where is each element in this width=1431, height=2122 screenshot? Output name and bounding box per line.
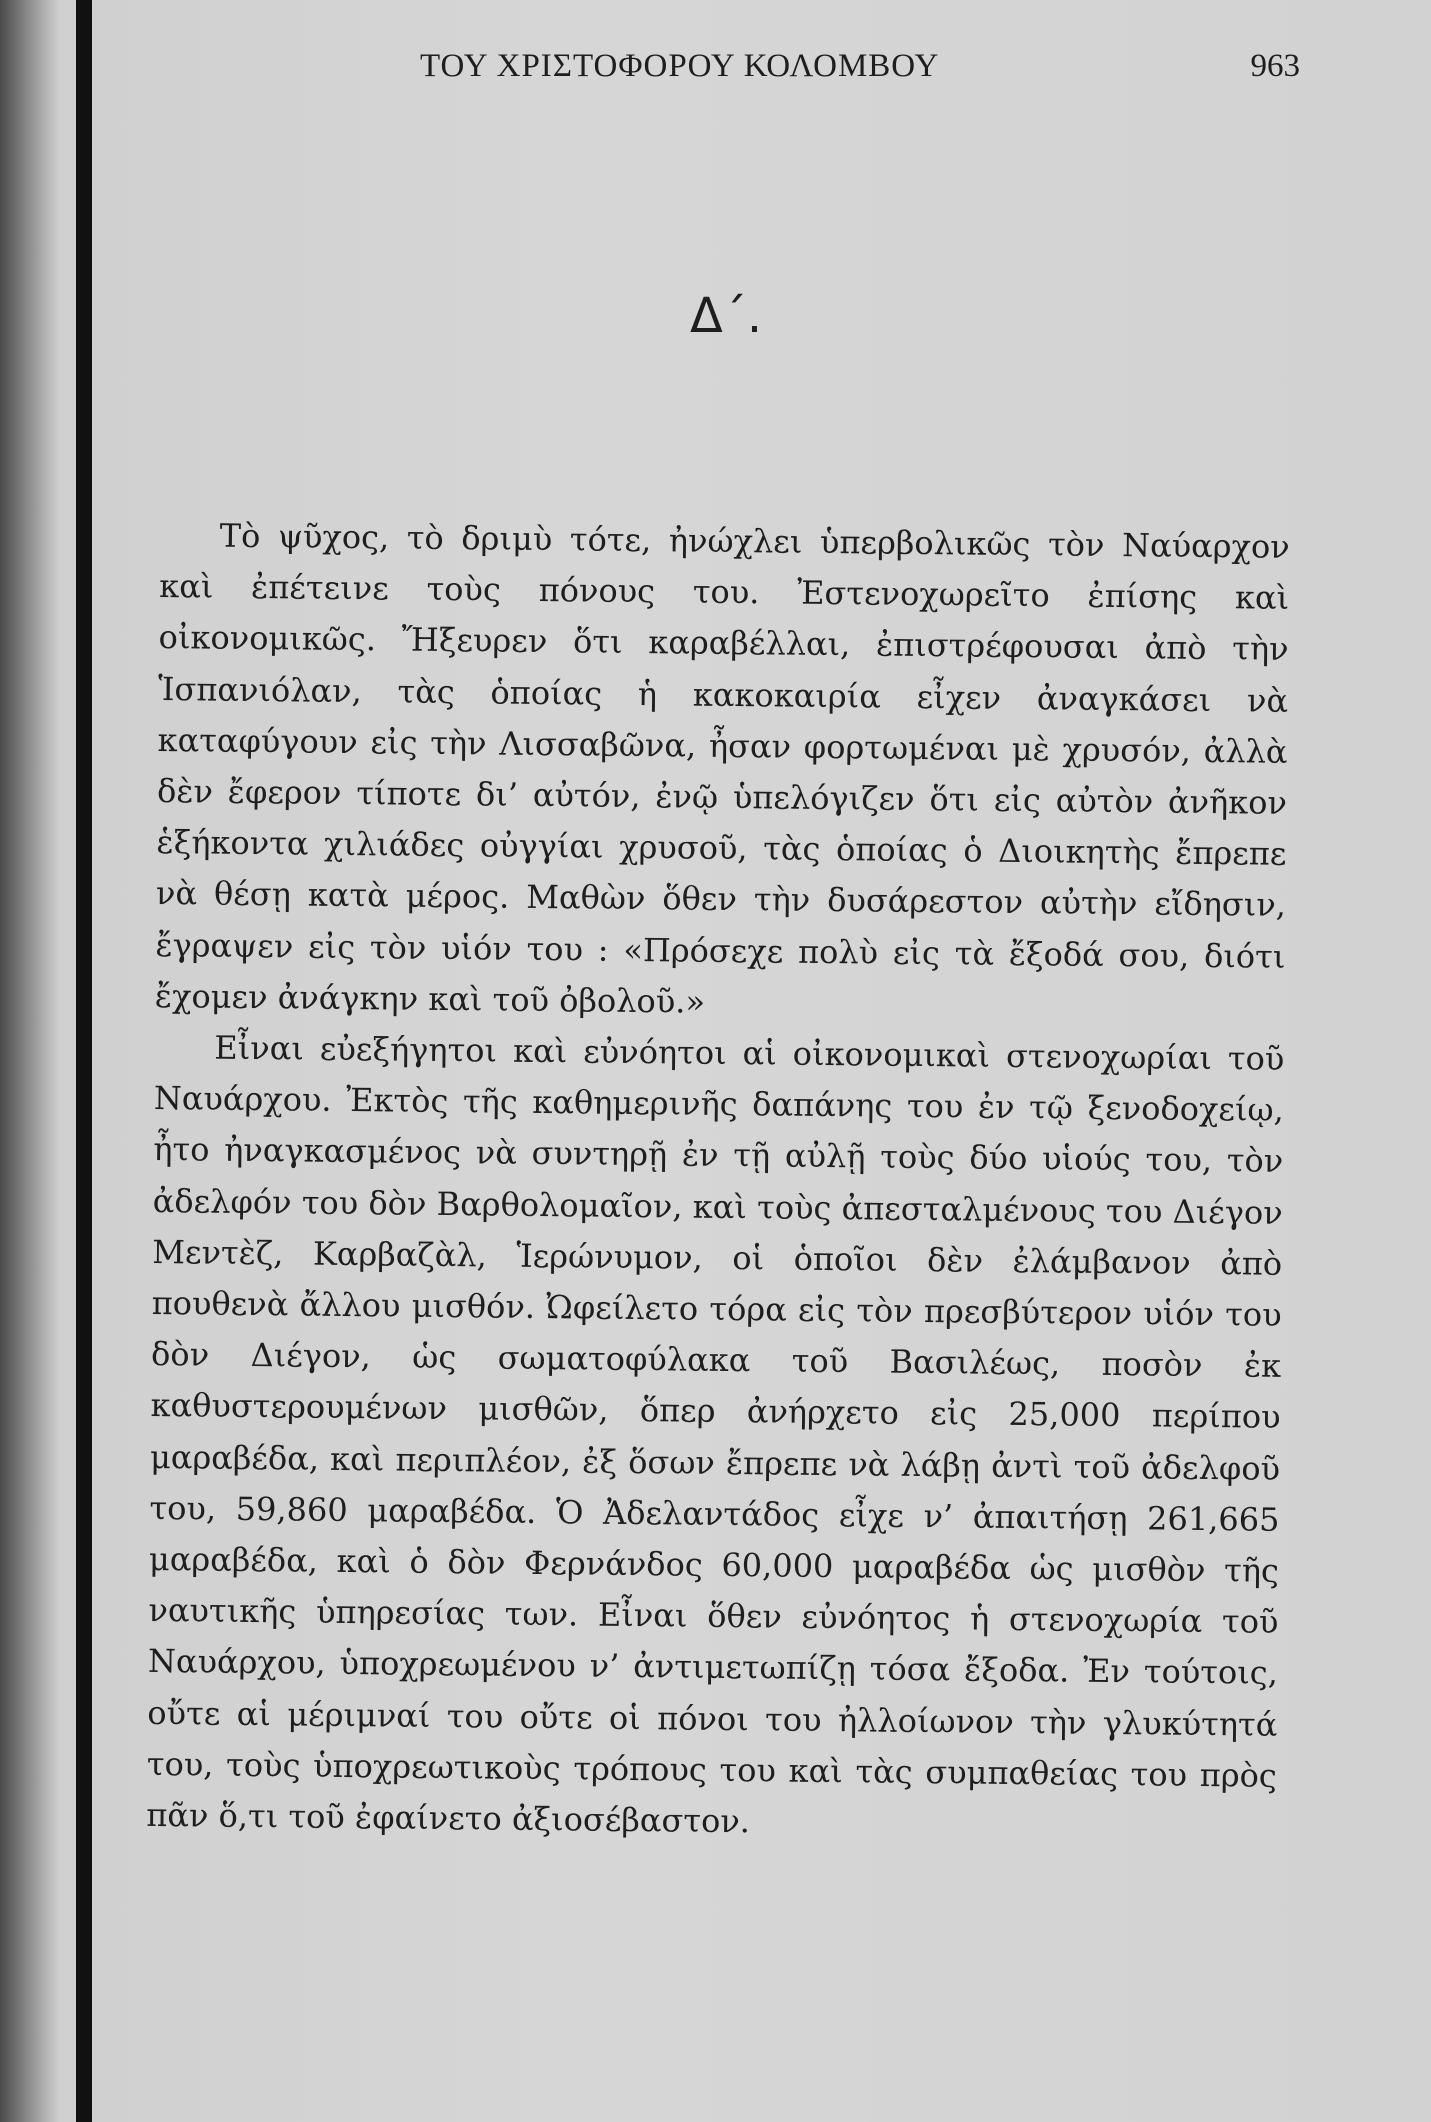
- page-header: [420, 48, 1300, 98]
- paragraph-2: Εἶναι εὐεξήγητοι καὶ εὐνόητοι αἱ οἰκονομικαὶ στενοχωρίαι τοῦ Ναυάρχου. Ἐκτὸς τῆς καθημερινῆς δαπάνης του ἐν τῷ ξενοδοχείῳ, ἦτο ἠναγκασμένος νὰ συντηρῇ ἐν τῇ αὐλῇ τοὺς δύο υἱούς του, τὸν ἀδελφόν του δὸν Βαρθολομαῖον, καὶ τοὺς ἀπεσταλμένους του Διέγον Μεντὲζ, Καρβαζὰλ, Ἱερώνυμον, οἱ ὁποῖοι δὲν ἐλάμβανον ἀπὸ πουθενὰ ἄλλου μισθόν. Ὠφείλετο τόρα εἰς τὸν πρεσβύτερον υἱόν του δὸν Διέγον, ὡς σωματοφύλακα τοῦ Βασιλέως, ποσὸν ἐκ καθυστερουμένων μισθῶν, ὅπερ ἀνήρχετο εἰς 25,000 περίπου μαραβέδα, καὶ περιπλέον, ἐξ ὅσων ἔπρεπε νὰ λάβῃ ἀντὶ τοῦ ἀδελφοῦ του, 59,860 μαραβέδα. Ὁ Ἀδελαντάδος εἶχε ν’ ἀπαιτήσῃ 261,665 μαραβέδα, καὶ ὁ δὸν Φερνάνδος 60,000 μαραβέδα ὡς μισθὸν τῆς ναυτικῆς ὑπηρεσίας των. Εἶναι ὅθεν εὐνόητος ἡ στενοχωρία τοῦ Ναυάρχου, ὑποχρεωμένου ν’ ἀντιμετωπίζῃ τόσα ἔξοδα. Ἐν τούτοις, οὔτε αἱ μέριμναί του οὔτε οἱ πόνοι του ἠλλοίωνον τὴν γλυκύτητά του, τοὺς ὑποχρεωτικοὺς τρόπους του καὶ τὰς συμπαθείας του πρὸς πᾶν ὅ,τι τοῦ ἐφαίνετο ἀξιοσέβαστον.: [146, 1028, 1285, 1841]
- book-binding-edge: [76, 0, 92, 2122]
- section-heading: Δ΄.: [690, 288, 763, 344]
- running-title: ΤΟΥ ΧΡΙΣΤΟΦΟΡΟΥ ΚΟΛΟΜΒΟΥ: [420, 48, 940, 84]
- paragraph-1: Τὸ ψῦχος, τὸ δριμὺ τότε, ἠνώχλει ὑπερβολικῶς τὸν Ναύαρχον καὶ ἐπέτεινε τοὺς πόνους του. Ἐστενοχωρεῖτο ἐπίσης καὶ οἰκονομικῶς. Ἤξευρεν ὅτι καραβέλλαι, ἐπιστρέφουσαι ἀπὸ τὴν Ἱσπανιόλαν, τὰς ὁποίας ἡ κακοκαιρία εἶχεν ἀναγκάσει νὰ καταφύγουν εἰς τὴν Λισσαβῶνα, ἦσαν φορτωμέναι μὲ χρυσόν, ἀλλὰ δὲν ἔφερον τίποτε δι’ αὐτόν, ἐνῷ ὑπελόγιζεν ὅτι εἰς αὐτὸν ἀνῆκον ἑξήκοντα χιλιάδες οὐγγίαι χρυσοῦ, τὰς ὁποίας ὁ Διοικητὴς ἔπρεπε νὰ θέσῃ κατὰ μέρος. Μαθὼν ὅθεν τὴν δυσάρεστον αὐτὴν εἴδησιν, ἔγραψεν εἰς τὸν υἱόν του : «Πρόσεχε πολὺ εἰς τὰ ἔξοδά σου, διότι ἔχομεν ἀνάγκην καὶ τοῦ ὀβολοῦ.»: [154, 516, 1290, 1021]
- page-edge-shadow: [0, 0, 60, 2122]
- body-text: [146, 510, 1290, 1853]
- page-number: 963: [1250, 48, 1300, 84]
